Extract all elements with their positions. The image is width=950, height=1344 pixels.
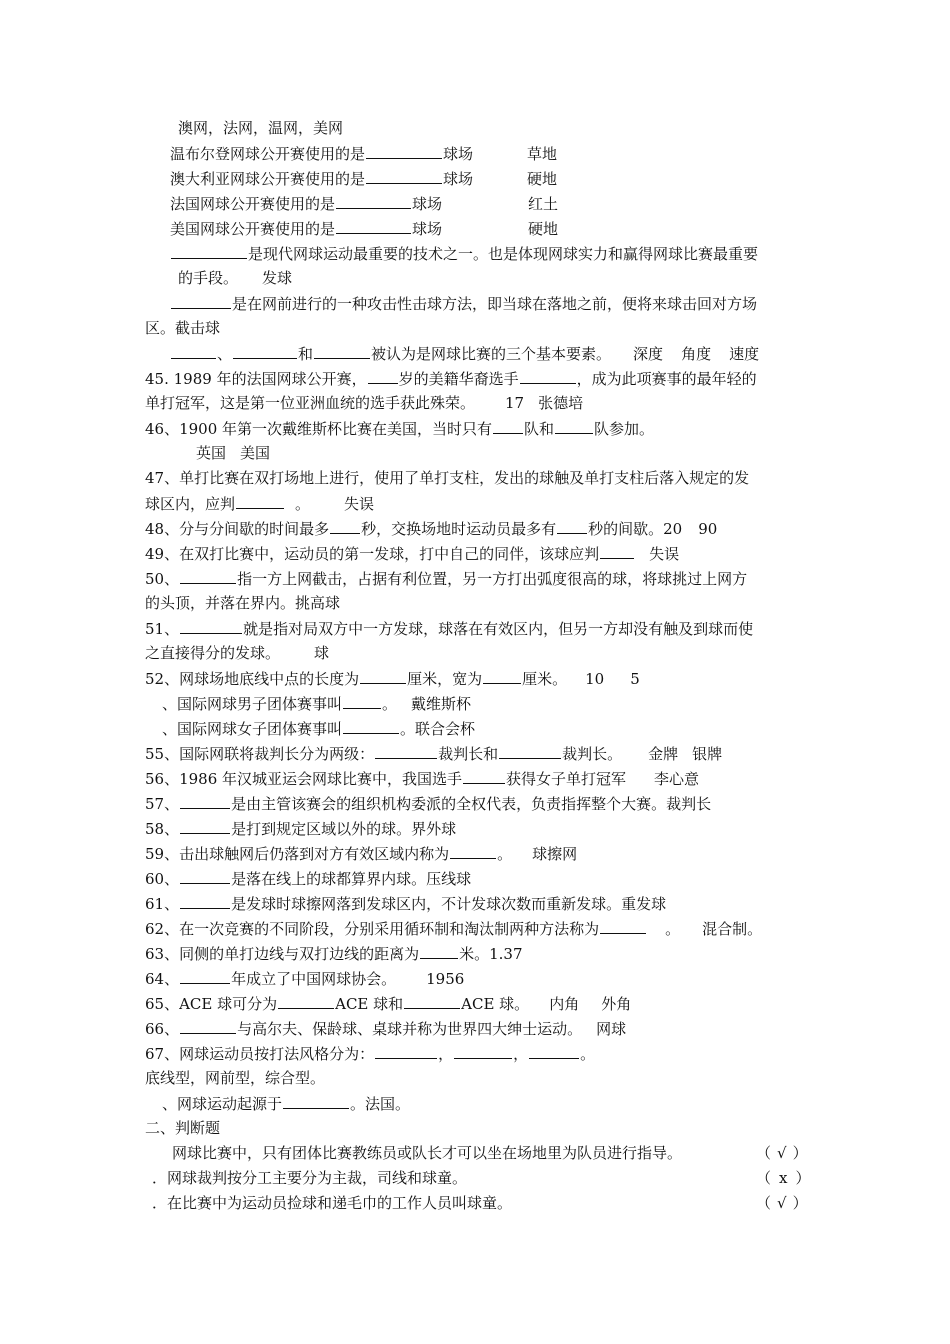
answer-blank — [366, 143, 442, 159]
answer-blank — [483, 668, 521, 684]
answer-blank — [171, 343, 216, 359]
answer-blank — [343, 718, 399, 734]
line-14: 英国 美国 — [196, 444, 271, 462]
line-23: 52、网球场地底线中点的长度为 厘米，宽为 厘米。 10 5 — [145, 670, 640, 688]
answer-blank — [600, 543, 634, 559]
answer-blank — [420, 943, 458, 959]
line-16: 球区内，应判 。 失误 — [145, 495, 375, 513]
answer-blank — [233, 343, 297, 359]
line-25: 、国际网球女子团体赛事叫 。联合会杯 — [162, 720, 476, 738]
answer-blank — [180, 618, 242, 634]
answer-blank — [283, 1093, 349, 1109]
answer-blank — [180, 818, 230, 834]
line-13: 46、1900 年第一次戴维斯杯比赛在美国，当时只有 队和 队参加。 — [145, 420, 655, 438]
answer-blank — [454, 1043, 512, 1059]
line-20: 的头顶，并落在界内。挑高球 — [145, 594, 341, 612]
line-19: 50、 指一方上网截击，占据有利位置，另一方打出弧度很高的球，将球挑过上网方 — [145, 570, 748, 588]
answer-blank — [375, 743, 437, 759]
answer-blank — [450, 843, 496, 859]
answer-blank — [529, 1043, 579, 1059]
answer-blank — [336, 218, 411, 234]
section-heading: 二、判断题 — [145, 1119, 221, 1137]
line-30: 59、击出球触网后仍落到对方有效区域内称为 。 球擦网 — [145, 845, 578, 863]
answer-blank — [236, 493, 284, 509]
line-24: 、国际网球男子团体赛事叫 。 戴维斯杯 — [162, 695, 472, 713]
answer-blank — [336, 193, 411, 209]
judgment-item-3: ．在比赛中为运动员捡球和递毛巾的工作人员叫球童。 — [152, 1194, 513, 1212]
line-29: 58、 是打到规定区域以外的球。界外球 — [145, 820, 457, 838]
answer-blank — [600, 918, 646, 934]
line-36: 65、ACE 球可分为 ACE 球和 ACE 球。 内角 外角 — [145, 995, 632, 1013]
line-9: 区。截击球 — [145, 319, 221, 337]
line-11: 45. 1989 年的法国网球公开赛， 岁的美籍华裔选手 ，成为此项赛事的最年轻的 — [145, 370, 757, 388]
line-34: 63、同侧的单打边线与双打边线的距离为 米。1.37 — [145, 945, 523, 963]
answer-blank — [171, 243, 247, 259]
line-33: 62、在一次竞赛的不同阶段，分别采用循环制和淘汰制两种方法称为 。 混合制。 — [145, 920, 763, 938]
line-21: 51、 就是指对局双方中一方发球，球落在有效区内，但另一方却没有触及到球而使 — [145, 620, 754, 638]
line-3: 澳大利亚网球公开赛使用的是 球场 硬地 — [170, 170, 558, 188]
line-2: 温布尔登网球公开赛使用的是 球场 草地 — [170, 145, 558, 163]
answer-blank — [180, 1018, 236, 1034]
line-35: 64、 年成立了中国网球协会。 1956 — [145, 970, 465, 988]
line-15: 47、单打比赛在双打场地上进行，使用了单打支柱，发出的球触及单打支柱后落入规定的发 — [145, 469, 750, 487]
answer-blank — [368, 368, 398, 384]
line-22: 之直接得分的发球。 球 — [145, 644, 330, 662]
line-10: 、 和 被认为是网球比赛的三个基本要素。 深度 角度 速度 — [170, 343, 759, 364]
line-39: 底线型，网前型，综合型。 — [145, 1069, 326, 1087]
answer-blank — [343, 693, 381, 709]
answer-blank — [180, 968, 230, 984]
answer-blank — [180, 868, 230, 884]
answer-blank — [520, 368, 576, 384]
answer-blank — [360, 668, 406, 684]
line-31: 60、 是落在线上的球都算界内球。压线球 — [145, 870, 472, 888]
answer-blank — [314, 343, 370, 359]
answer-blank — [493, 418, 523, 434]
judgment-answer-3: （ √ ） — [756, 1194, 808, 1212]
answer-blank — [366, 168, 442, 184]
answer-blank — [555, 418, 593, 434]
line-4: 法国网球公开赛使用的是 球场 红土 — [170, 195, 559, 213]
judgment-answer-1: （ √ ） — [756, 1144, 808, 1162]
line-37: 66、 与高尔夫、保龄球、桌球并称为世界四大绅士运动。 网球 — [145, 1020, 627, 1038]
answer-blank — [404, 993, 460, 1009]
line-1: 澳网，法网，温网，美网 — [178, 119, 344, 137]
answer-blank — [180, 893, 230, 909]
line-6: 是现代网球运动最重要的技术之一。也是体现网球实力和赢得网球比赛最重要 — [170, 243, 758, 264]
judgment-item-2: ．网球裁判按分工主要分为主裁，司线和球童。 — [152, 1169, 468, 1187]
line-40: 、网球运动起源于 。法国。 — [162, 1095, 411, 1113]
judgment-item-1: 网球比赛中，只有团体比赛教练员或队长才可以坐在场地里为队员进行指导。 — [172, 1144, 683, 1162]
answer-blank — [375, 1043, 437, 1059]
answer-blank — [180, 793, 230, 809]
line-32: 61、 是发球时球擦网落到发球区内，不计发球次数而重新发球。重发球 — [145, 895, 667, 913]
answer-blank — [330, 518, 360, 534]
line-12: 单打冠军，这是第一位亚洲血统的选手获此殊荣。 17 张德培 — [145, 394, 584, 412]
answer-blank — [557, 518, 587, 534]
line-5: 美国网球公开赛使用的是 球场 硬地 — [170, 220, 559, 238]
line-27: 56、1986 年汉城亚运会网球比赛中，我国选手 获得女子单打冠军 李心意 — [145, 770, 700, 788]
line-8: 是在网前进行的一种攻击性击球方法，即当球在落地之前，便将来球击回对方场 — [170, 293, 757, 314]
line-17: 48、分与分间歇的时间最多 秒，交换场地时运动员最多有 秒的间歇。20 90 — [145, 520, 718, 538]
line-7: 的手段。 发球 — [178, 269, 293, 287]
answer-blank — [171, 293, 231, 309]
answer-blank — [278, 993, 334, 1009]
judgment-answer-2: （ x ） — [756, 1169, 811, 1187]
line-38: 67、网球运动员按打法风格分为： ， ， 。 — [145, 1045, 596, 1063]
line-18: 49、在双打比赛中，运动员的第一发球，打中自己的同伴，该球应判 失误 — [145, 545, 680, 563]
answer-blank — [499, 743, 561, 759]
answer-blank — [463, 768, 505, 784]
line-28: 57、 是由主管该赛会的组织机构委派的全权代表，负责指挥整个大赛。裁判长 — [145, 795, 712, 813]
answer-blank — [180, 568, 236, 584]
line-26: 55、国际网联将裁判长分为两级： 裁判长和 裁判长。 金牌 银牌 — [145, 745, 723, 763]
